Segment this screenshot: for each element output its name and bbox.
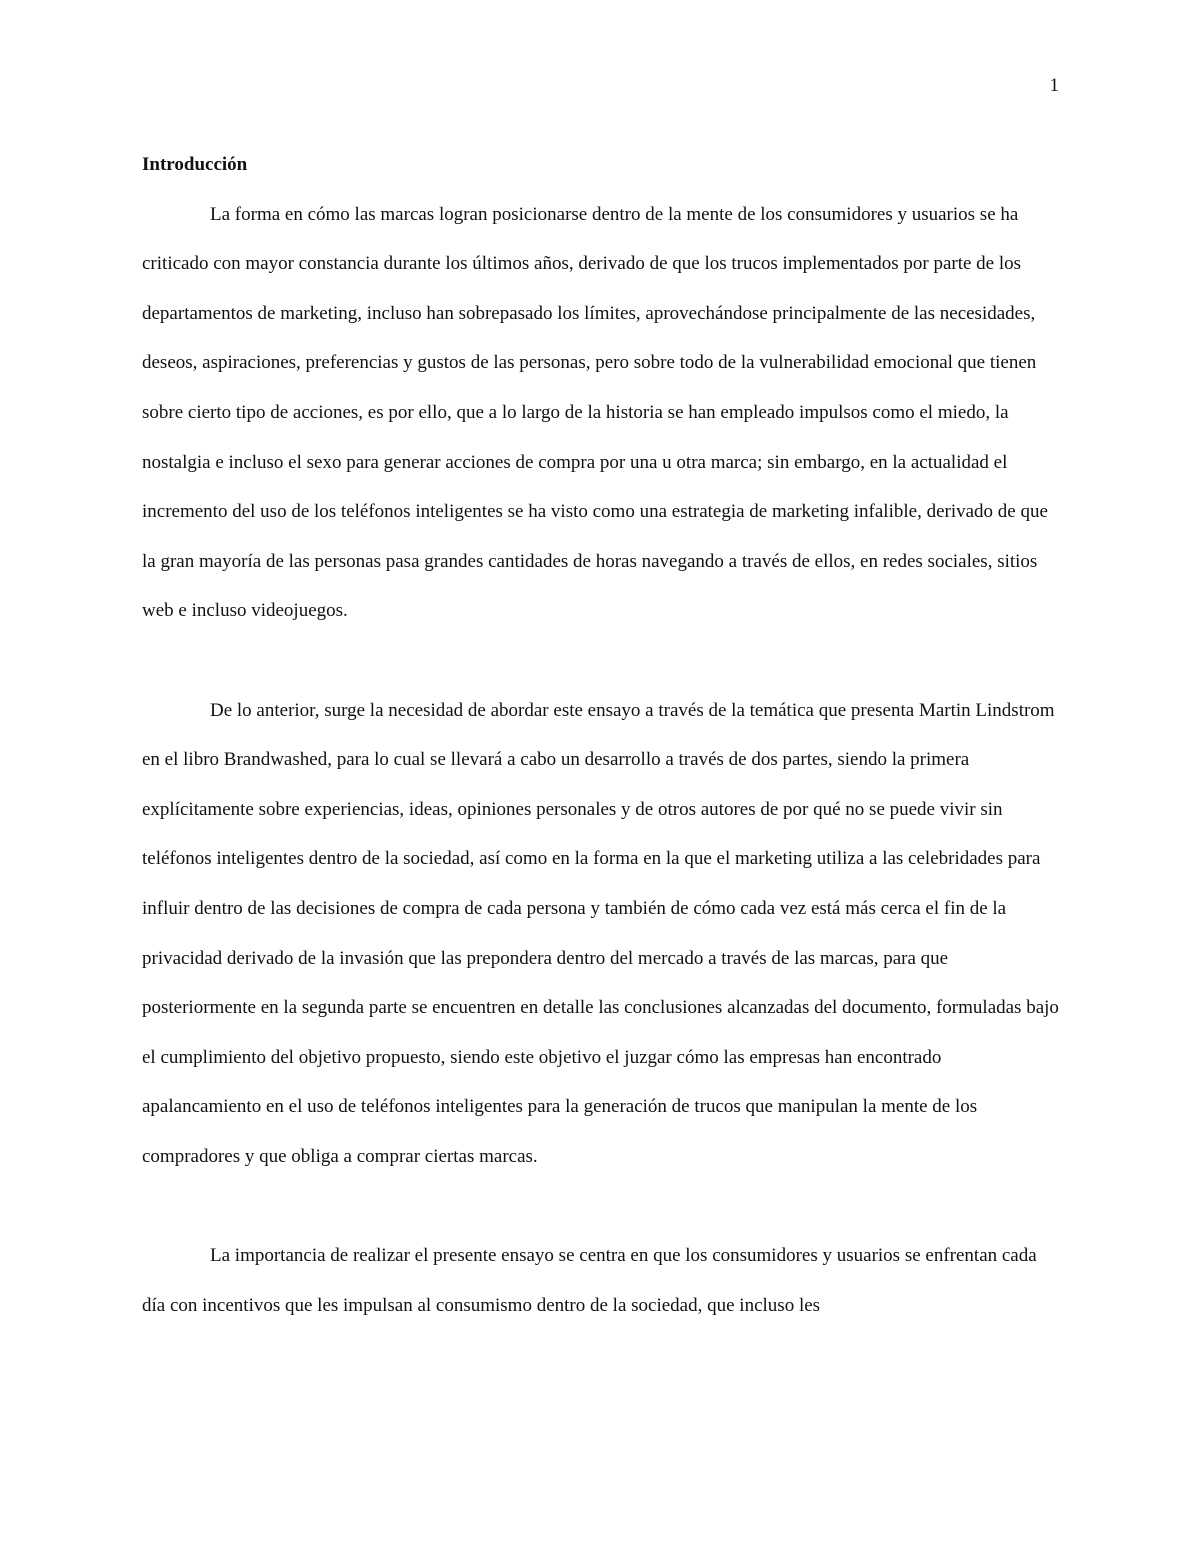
page-number: 1 [1049,75,1059,96]
paragraph-3: La importancia de realizar el presente ensayo se centra en que los consumidores y usuarios se enfrentan cada día con incentivos que les impulsan al consumismo dentro de la sociedad, que incluso les [142,1245,1037,1316]
paragraph-1: La forma en cómo las marcas logran posicionarse dentro de la mente de los consumidores y usuarios se ha criticado con mayor constancia durante los últimos años, derivado de que los trucos implementados por parte de los departamentos de marketing, incluso han sobrepasado los límites, aprovechándose principalmente de las necesidades, deseos, aspiraciones, preferencias y gustos de las personas, pero sobre todo de la vulnerabilidad emocional que tienen sobre cierto tipo de acciones, es por ello, que a lo largo de la historia se han empleado impulsos como el miedo, la nostalgia e incluso el sexo para generar acciones de compra por una u otra marca; sin embargo, en la actualidad el incremento del uso de los teléfonos inteligentes se ha visto como una estrategia de marketing infalible, derivado de que la gran mayoría de las personas pasa grandes cantidades de horas navegando a través de ellos, en redes sociales, sitios web e incluso videojuegos. [142,203,1048,622]
section-heading: Introducción [142,154,248,175]
paragraph-spacer [142,1181,1060,1231]
document-body [142,140,1060,1330]
paragraph-spacer [142,636,1060,686]
paragraph-2: De lo anterior, surge la necesidad de abordar este ensayo a través de la temática que presenta Martin Lindstrom en el libro Brandwashed, para lo cual se llevará a cabo un desarrollo a través de dos partes, siendo la primera explícitamente sobre experiencias, ideas, opiniones personales y de otros autores de por qué no se puede vivir sin teléfonos inteligentes dentro de la sociedad, así como en la forma en la que el marketing utiliza a las celebridades para influir dentro de las decisiones de compra de cada persona y también de cómo cada vez está más cerca el fin de la privacidad derivado de la invasión que las prepondera dentro del mercado a través de las marcas, para que posteriormente en la segunda parte se encuentren en detalle las conclusiones alcanzadas del documento, formuladas bajo el cumplimiento del objetivo propuesto, siendo este objetivo el juzgar cómo las empresas han encontrado apalancamiento en el uso de teléfonos inteligentes para la generación de trucos que manipulan la mente de los compradores y que obliga a comprar ciertas marcas. [142,699,1059,1167]
